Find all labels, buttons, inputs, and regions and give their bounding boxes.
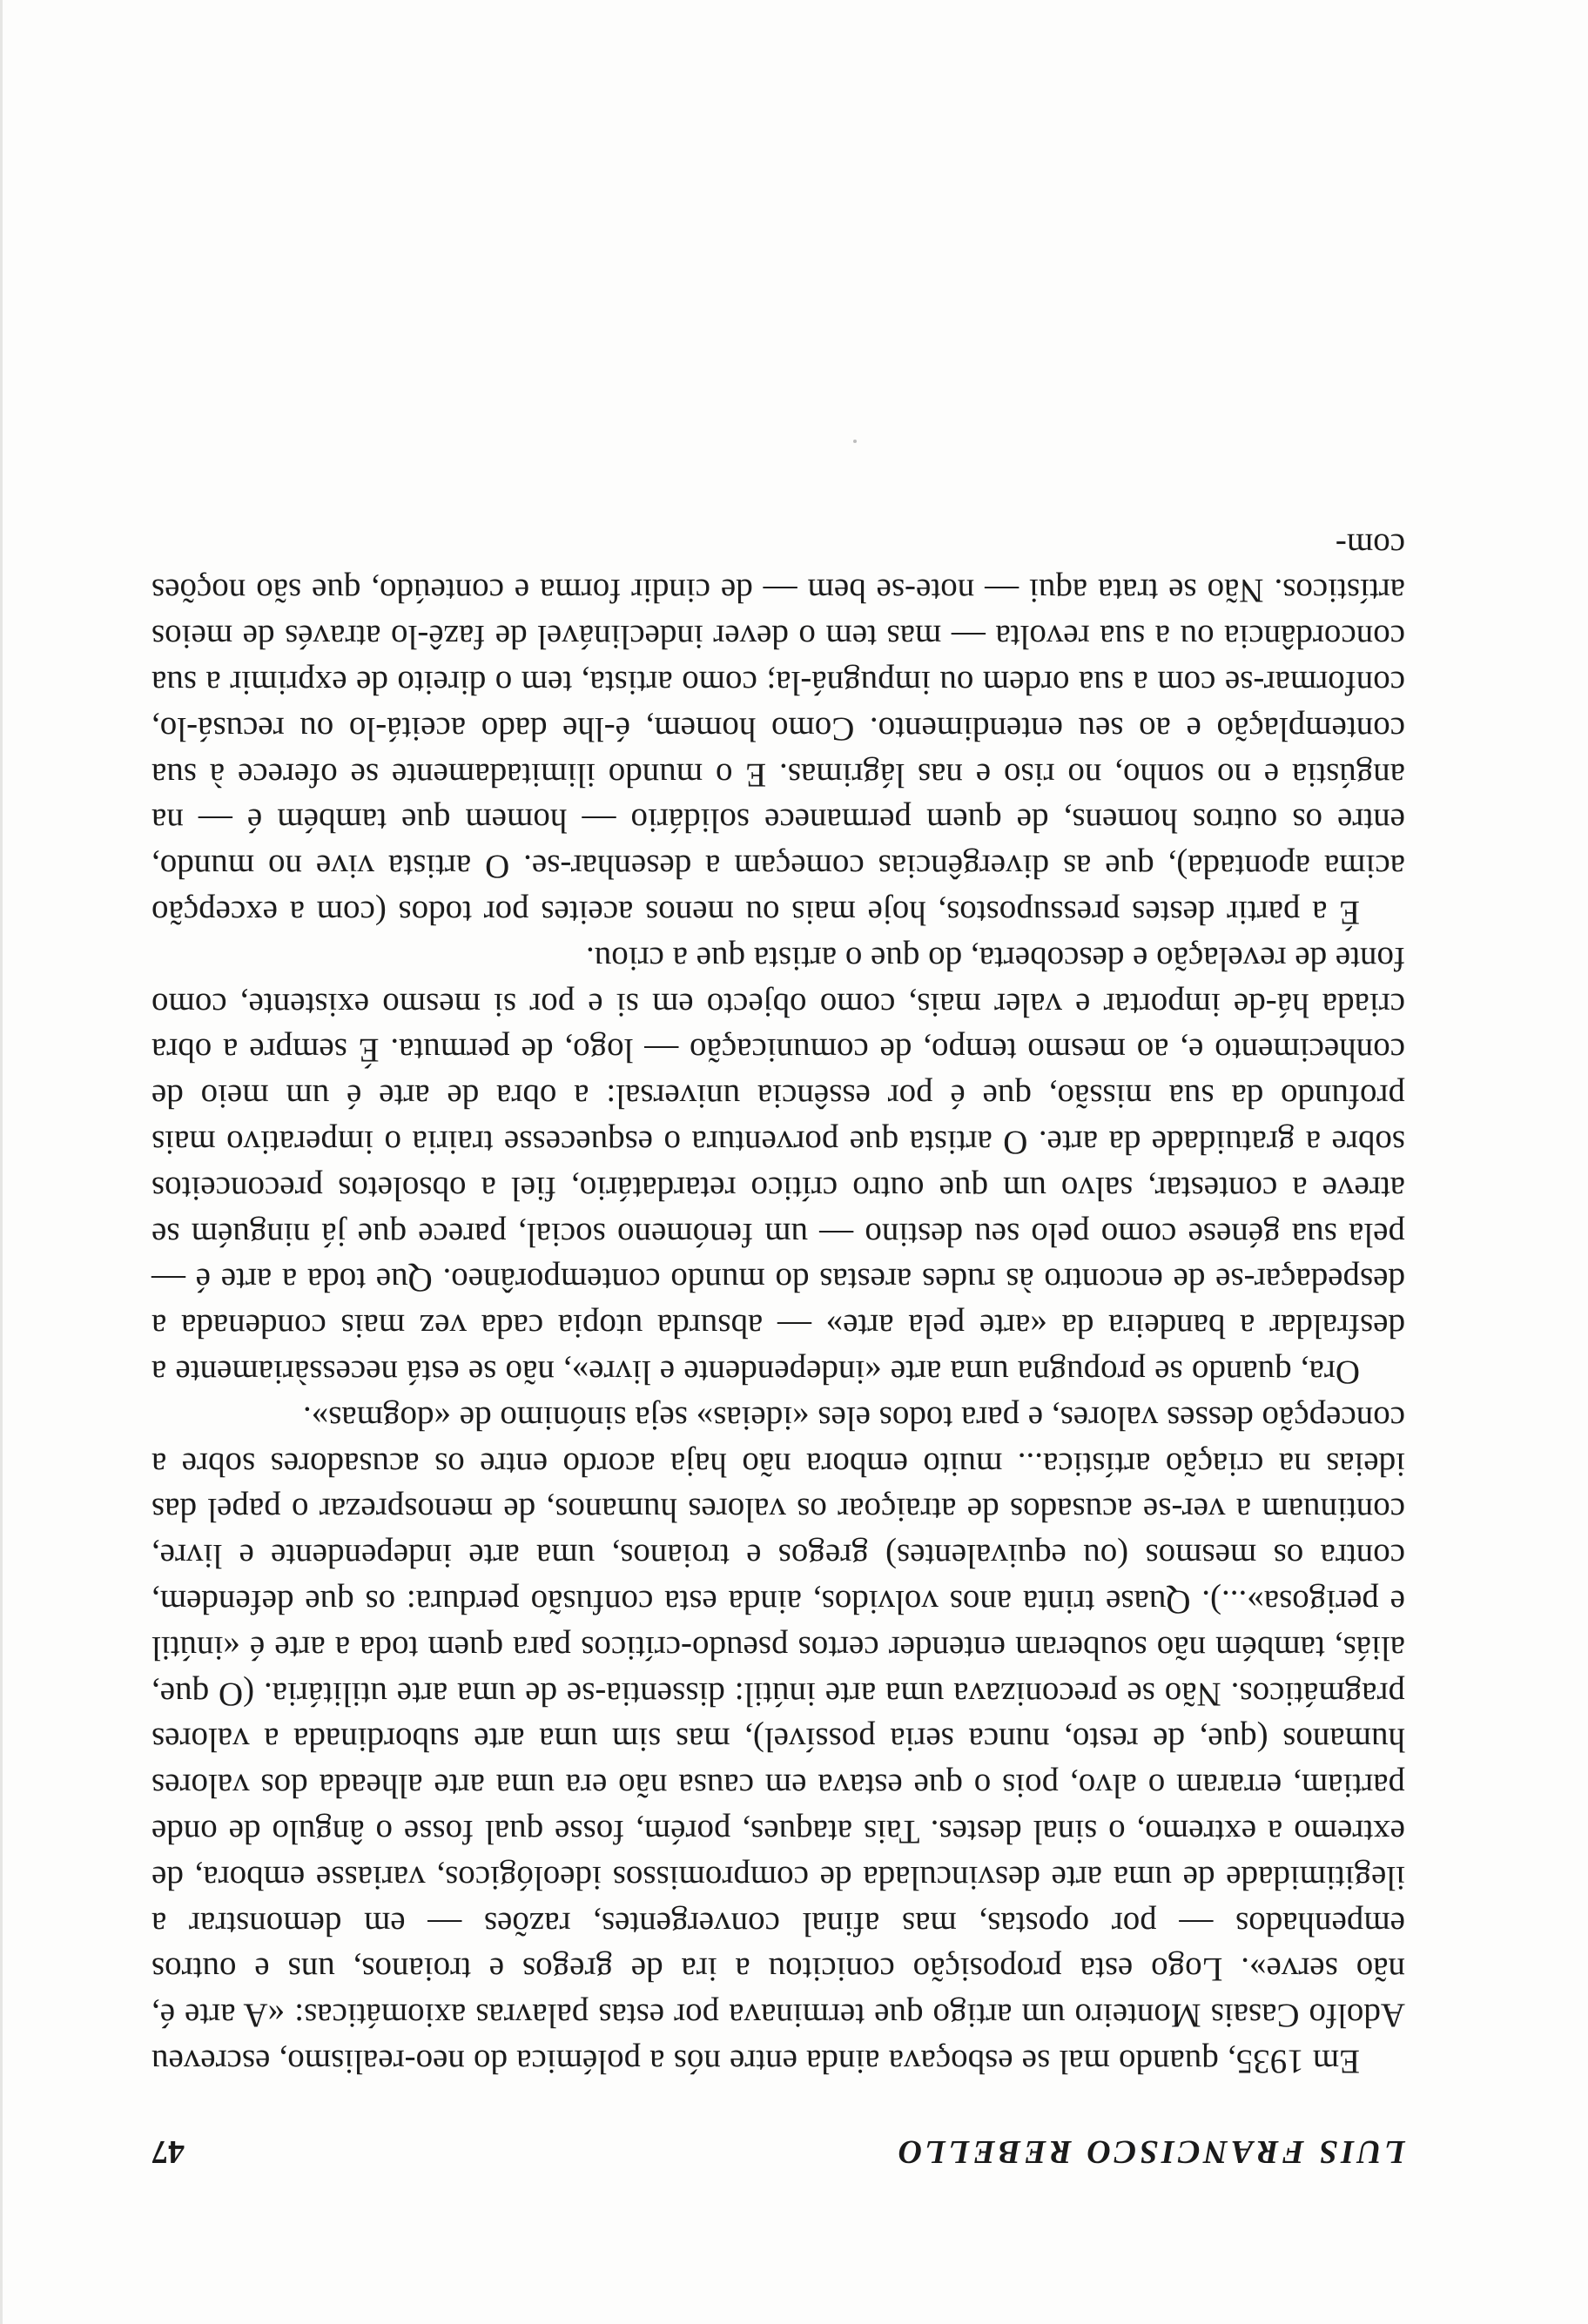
page-content: [151, 521, 1405, 2171]
scan-edge: [0, 0, 3, 2324]
body-text: [151, 521, 1405, 2084]
running-head: [151, 2110, 1405, 2171]
paragraph-3: É a partir destes pressupostos, hoje mais ou menos aceites por todos (com a excepção acima apontada), que as divergências começam a desenhar-se. O artista vive no mundo, entre os outros homens, de quem permanece solidário — homem que também é — na angústia e no sonho, no riso e nas lágrimas. E o mundo ilimitadamente se oferece à sua contemplação e ao seu entendimento. Como homem, é-lhe dado aceitá-lo ou recusá-lo, conformar-se com a sua ordem ou impugná-la; como artista, tem o direito de exprimir a sua concordância ou a sua revolta — mas tem o dever indeclinável de fazê-lo através de meios artísticos. Não se trata aqui — note-se bem — de cindir forma e conteúdo, que são noções com-: [151, 526, 1405, 932]
scan-speck: [853, 440, 857, 443]
page-number: 47: [151, 2133, 185, 2170]
paragraph-1: Em 1935, quando mal se esboçava ainda entre nós a polémica do neo-realismo, escreveu Adolfo Casais Monteiro um artigo que terminava por estas palavras axiomáticas: «A arte é, não serve». Logo esta proposição conicitou a ira de gregos e troianos, uns e outros empenhados — por opostas, mas afinal convergentes, razões — em demonstrar a ilegitimidade de uma arte desvinculada de compromissos ideológicos, variasse embora, de extremo a extremo, o sinal destes. Tais ataques, porém, fosse qual fosse o ângulo de onde partiam, erraram o alvo, pois o que estava em causa não era uma arte alheada dos valores humanos (que, de resto, nunca seria possível), mas sim uma arte subordinada a valores pragmáticos. Não se preconizava uma arte inútil: dissentia-se de uma arte utilitária. (O que, aliás, também não souberam entender certos pseudo-críticos para quem toda a arte é «inútil e perigosa»...). Quase trinta anos volvidos, ainda esta confusão perdura: os que defendem, contra os mesmos (ou equivalentes) gregos e troianos, uma arte independente e livre, continuam a ver-se acusados de atraiçoar os valores humanos, de menosprezar o papel das ideias na criação artística... muito embora não haja acordo entre os acusadores sobre a concepção desses valores, e para todos eles «ideias» seja sinónimo de «dogmas».: [151, 1399, 1405, 2080]
running-title: LUIS FRANCISCO REBELLO: [894, 2133, 1405, 2170]
paragraph-2: Ora, quando se propugna uma arte «independente e livre», não se está necessàriamente a desfraldar a bandeira da «arte pela arte» — absurda utopia cada vez mais condenada a despedaçar-se de encontro às rudes arestas do mundo contemporâneo. Que toda a arte é — pela sua génese como pelo seu destino — um fenómeno social, parece que já ninguém se atreve a contestar, salvo um que outro crítico retardatário, fiel a obsoletos preconceitos sobre a gratuidade da arte. O artista que porventura o esquecesse trairia o imperativo mais profundo da sua missão, que é por essência universal: a obra de arte é um meio de conhecimento e, ao mesmo tempo, de comunicação — logo, de permuta. É sempre a obra criada há-de importar e valer mais, como objecto em si e por si mesmo existente, como fonte de revelação e descoberta, do que o artista que a criou.: [151, 939, 1405, 1392]
